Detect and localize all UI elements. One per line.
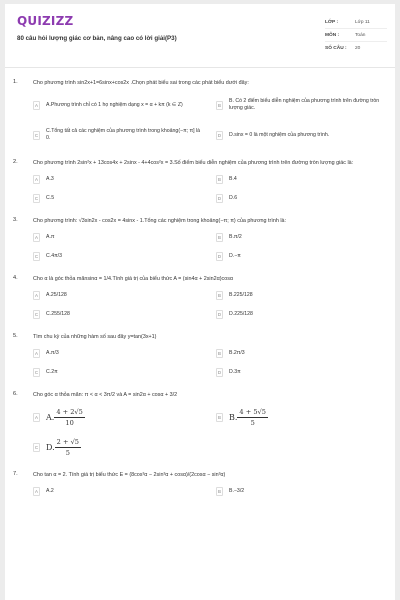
option-text: C.5 xyxy=(46,195,55,201)
option-letter-box: C xyxy=(34,196,39,201)
option-letter-box: B xyxy=(216,101,223,110)
option-letter-box: A xyxy=(33,487,40,496)
question-5 xyxy=(5,333,395,378)
question-text: Cho α là góc thỏa mãnsinα = 1/4.Tính giá trị của biểu thức A = (sin4α + 2sin2α)cosα xyxy=(33,276,234,282)
option-a[interactable] xyxy=(33,348,202,359)
option-a[interactable] xyxy=(33,406,202,428)
option-c[interactable] xyxy=(33,251,202,262)
option-text: D.225/128 xyxy=(229,311,253,317)
option-text: D. xyxy=(46,442,55,452)
question-number: 6. xyxy=(13,391,18,397)
question-text: Cho tan α = 2. Tính giá trị biểu thức E = (8cos³α − 2sin³α + cosα)/(2cosα − sin³α) xyxy=(33,472,226,478)
option-text: D.3π xyxy=(229,369,241,375)
fraction-denominator: 10 xyxy=(65,418,74,427)
option-letter-box: A xyxy=(33,413,40,422)
question-list xyxy=(5,68,395,497)
option-letter-box: D xyxy=(217,370,222,375)
question-1 xyxy=(5,79,395,146)
option-text: A.Phương trình chỉ có 1 họ nghiệm dạng x = α + kπ (k ∈ Z) xyxy=(46,101,183,108)
option-text: A.3 xyxy=(46,176,54,182)
question-text: Tìm chu kỳ của những hàm số sau đây y=tan(3x+1) xyxy=(33,334,157,340)
option-text: D.−π xyxy=(229,253,241,259)
question-text: Cho góc α thỏa mãn: π < α < 3π/2 và A = sin2α + cosα + 3/2 xyxy=(33,392,178,398)
option-text: C.4π/3 xyxy=(46,253,62,259)
option-letter-box: C xyxy=(34,254,39,259)
option-text: A. xyxy=(46,412,55,422)
worksheet-meta xyxy=(325,16,387,55)
option-letter-box: A xyxy=(33,233,40,242)
option-text: B. xyxy=(229,412,238,422)
option-c[interactable] xyxy=(33,436,202,458)
option-text: A.25/128 xyxy=(46,292,67,298)
option-text: B.2π/3 xyxy=(229,350,245,356)
meta-label: MÔN : xyxy=(325,32,340,38)
meta-value: Lớp 11 xyxy=(355,19,370,25)
option-letter-box: B xyxy=(216,349,223,358)
answer-options xyxy=(33,232,385,262)
question-text: Cho phương trình 2sin²x + 13cos4x + 2sinx - 4+4cos²x = 3.Số điểm biểu diễn nghiệm của phương trình trên đường tròn lượng giác là: xyxy=(33,160,354,166)
option-b[interactable] xyxy=(216,348,385,359)
answer-options xyxy=(33,290,385,320)
option-b[interactable] xyxy=(216,486,385,497)
option-text: A.π xyxy=(46,234,55,240)
option-b[interactable] xyxy=(216,232,385,243)
option-c[interactable] xyxy=(33,193,202,204)
option-text: B.225/128 xyxy=(229,292,253,298)
question-text: Cho phương trình: √3sin2x - cos2x = 4sinx - 1.Tổng các nghiệm trong khoảng(−π; π) của phương trình là: xyxy=(33,218,287,224)
meta-row-subject xyxy=(325,29,387,42)
meta-value: 20 xyxy=(355,46,361,51)
option-text: D.sinx = 0 là một nghiệm của phương trình. xyxy=(229,131,330,138)
fraction-denominator: 5 xyxy=(65,448,70,457)
question-text: Cho phương trình sin2x+1=6sinx+cos2x .Chọn phát biểu sai trong các phát biểu dưới đây: xyxy=(33,80,249,86)
answer-options xyxy=(33,406,385,458)
option-text: A.π/3 xyxy=(46,350,59,356)
quizizz-logo: QUIZIZZ xyxy=(17,14,74,28)
option-letter-box: A xyxy=(33,101,40,110)
question-number: 2. xyxy=(13,159,18,165)
option-text: A.2 xyxy=(46,488,54,494)
option-text: B.π/2 xyxy=(229,234,242,240)
option-letter-box: C xyxy=(34,370,39,375)
option-a[interactable] xyxy=(33,174,202,185)
question-number: 4. xyxy=(13,275,18,281)
fraction-numerator: 4 + 2√5 xyxy=(56,407,83,416)
option-a[interactable] xyxy=(33,232,202,243)
option-letter-box: B xyxy=(216,413,223,422)
option-c[interactable] xyxy=(33,309,202,320)
question-4 xyxy=(5,275,395,320)
option-text: C.255/128 xyxy=(46,311,70,317)
question-6 xyxy=(5,391,395,458)
option-c[interactable] xyxy=(33,367,202,378)
option-letter-box: D xyxy=(217,254,222,259)
option-letter-box: D xyxy=(217,312,222,317)
option-letter-box: D xyxy=(217,132,222,138)
option-letter-box: A xyxy=(33,175,40,184)
question-number: 3. xyxy=(13,217,18,223)
option-fraction xyxy=(54,408,85,427)
option-letter-box: C xyxy=(34,312,39,317)
answer-options xyxy=(33,94,385,146)
meta-value: Toán xyxy=(355,32,366,38)
fraction-denominator: 5 xyxy=(250,418,255,427)
option-d[interactable] xyxy=(216,367,385,378)
option-text: D.6 xyxy=(229,195,238,201)
option-a[interactable] xyxy=(33,94,202,116)
question-number: 5. xyxy=(13,333,18,339)
worksheet-page xyxy=(5,4,395,600)
fraction-numerator: 4 + 5√5 xyxy=(239,407,266,416)
meta-label: LỚP : xyxy=(325,19,339,25)
option-letter-box: C xyxy=(34,444,39,450)
question-number: 1. xyxy=(13,79,18,85)
answer-options xyxy=(33,174,385,204)
meta-label: SỐ CÂU : xyxy=(325,46,347,51)
option-b[interactable] xyxy=(216,290,385,301)
question-2 xyxy=(5,159,395,204)
option-letter-box: C xyxy=(34,132,39,138)
option-text: C.Tổng tất cả các nghiệm của phương trình trong khoảng(−π; π] là 0. xyxy=(46,128,201,141)
option-letter-box: A xyxy=(33,349,40,358)
option-b[interactable] xyxy=(216,174,385,185)
question-3 xyxy=(5,217,395,262)
answer-options xyxy=(33,348,385,378)
answer-options xyxy=(33,486,385,497)
meta-row-count xyxy=(325,42,387,55)
option-text: B.−3/2 xyxy=(229,488,245,494)
option-text: C.2π xyxy=(46,369,58,375)
option-fraction xyxy=(237,408,268,427)
fraction-numerator: 2 + √5 xyxy=(56,437,79,446)
option-letter-box: D xyxy=(217,196,222,201)
option-d[interactable] xyxy=(216,124,385,146)
option-a[interactable] xyxy=(33,486,202,497)
option-text: B. Có 2 điểm biểu diễn nghiệm của phương trình trên đường tròn lượng giác. xyxy=(229,98,380,111)
option-letter-box: B xyxy=(216,233,223,242)
option-c[interactable] xyxy=(33,124,202,146)
option-text: B.4 xyxy=(229,176,237,182)
worksheet-header xyxy=(5,4,395,68)
question-7 xyxy=(5,471,395,497)
option-d[interactable] xyxy=(216,251,385,262)
option-b[interactable] xyxy=(216,406,385,428)
option-letter-box: A xyxy=(33,291,40,300)
worksheet-title: 80 câu hỏi lượng giác cơ bản, nâng cao có lời giải(P3) xyxy=(17,35,177,42)
question-number: 7. xyxy=(13,471,18,477)
meta-row-class xyxy=(325,16,387,29)
option-letter-box: B xyxy=(216,291,223,300)
option-letter-box: B xyxy=(216,487,223,496)
option-letter-box: B xyxy=(216,175,223,184)
option-a[interactable] xyxy=(33,290,202,301)
option-fraction xyxy=(55,438,81,457)
option-d[interactable] xyxy=(216,193,385,204)
option-d[interactable] xyxy=(216,309,385,320)
option-b[interactable] xyxy=(216,94,385,116)
